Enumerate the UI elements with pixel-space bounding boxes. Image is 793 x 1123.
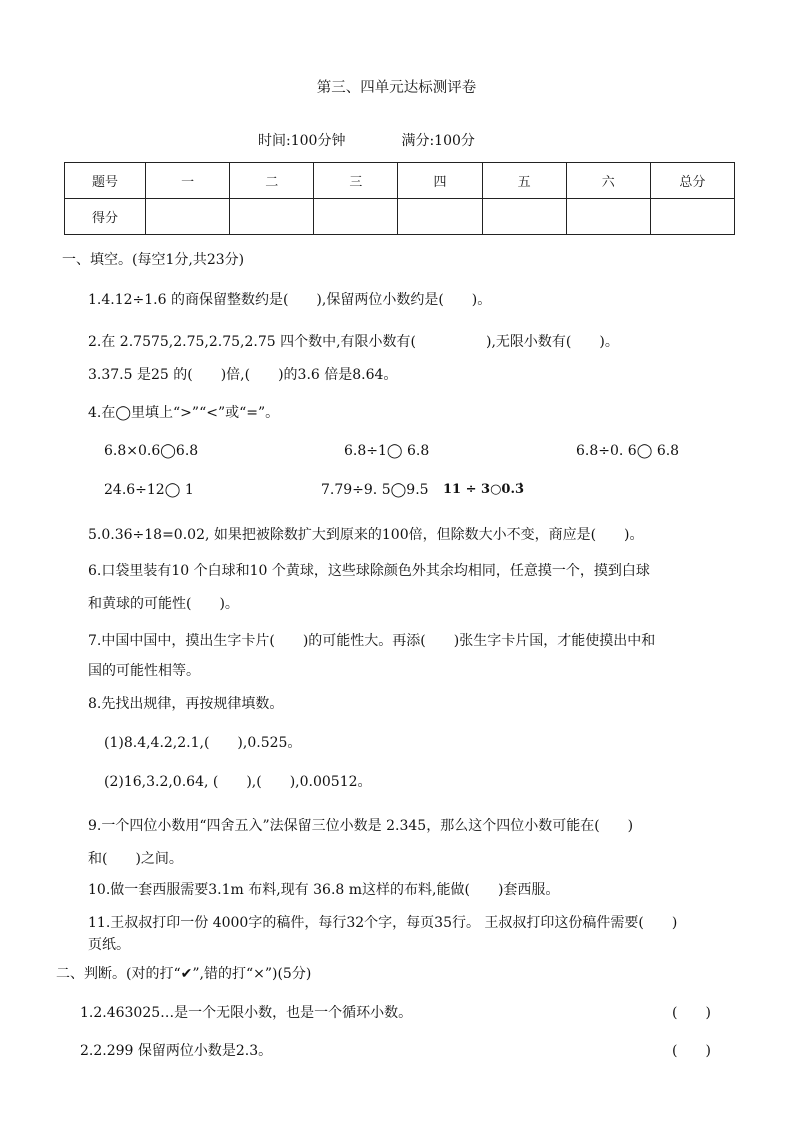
section-1-heading: 一、填空。(每空1分,共23分): [62, 252, 245, 268]
question-11-line-1: 11.王叔叔打印一份 4000字的稿件，每行32个字，每页35行。 王叔叔打印这份稿件需要( ): [88, 915, 678, 931]
exam-meta: [258, 130, 475, 150]
question-1: 1.4.12÷1.6 的商保留整数约是( ),保留两位小数约是( )。: [88, 292, 492, 308]
score-cell[interactable]: [314, 199, 398, 235]
header-cell: 一: [146, 163, 230, 199]
question-6-line-1: 6.口袋里装有10 个白球和10 个黄球，这些球除颜色外其余均相同，任意摸一个，摸到白球: [88, 563, 650, 579]
question-8: 8.先找出规律，再按规律填数。: [88, 696, 284, 712]
question-9-line-2: 和( )之间。: [88, 851, 183, 867]
score-table: [64, 162, 735, 235]
question-11-line-2: 页纸。: [88, 937, 130, 953]
score-cell[interactable]: [146, 199, 230, 235]
score-table-score-row: [65, 199, 735, 235]
header-cell: 三: [314, 163, 398, 199]
question-7-line-2: 国的可能性相等。: [88, 663, 200, 679]
question-8-part-2: (2)16,3.2,0.64, ( ),( ),0.00512。: [104, 774, 372, 790]
answer-parentheses[interactable]: ( ): [672, 1005, 711, 1021]
question-6-line-2: 和黄球的可能性( )。: [88, 596, 239, 612]
time-limit: 时间:100分钟: [258, 133, 346, 149]
question-5: 5.0.36÷18=0.02, 如果把被除数扩大到原来的100倍，但除数大小不变，商应是( )。: [88, 527, 644, 543]
compare-item: 6.8÷1◯ 6.8: [344, 443, 430, 459]
question-9-line-1: 9.一个四位小数用“四舍五入”法保留三位小数是 2.345，那么这个四位小数可能在( ): [88, 818, 634, 834]
header-cell: 四: [398, 163, 482, 199]
question-4: 4.在◯里填上“>”“<”或“=”。: [88, 405, 280, 421]
question-3: 3.37.5 是25 的( )倍,( )的3.6 倍是8.64。: [88, 367, 398, 383]
question-7-line-1: 7.中国中国中，摸出生字卡片( )的可能性大。再添( )张生字卡片国，才能使摸出中和: [88, 633, 656, 649]
section-2-heading: 二、判断。(对的打“✔”,错的打“×”)(5分): [56, 966, 312, 982]
question-10: 10.做一套西服需要3.1m 布料,现有 36.8 m这样的布料,能做( )套西服。: [88, 882, 560, 898]
compare-item: 7.79÷9. 5◯9.5: [321, 482, 429, 498]
compare-item: 24.6÷12◯ 1: [104, 482, 194, 498]
judge-item-2: 2.2.299 保留两位小数是2.3。: [80, 1043, 273, 1059]
header-cell: 五: [482, 163, 566, 199]
score-cell[interactable]: [566, 199, 650, 235]
header-cell: 题号: [65, 163, 146, 199]
score-table-header-row: [65, 163, 735, 199]
score-cell[interactable]: [650, 199, 734, 235]
question-8-part-1: (1)8.4,4.2,2.1,( ),0.525。: [104, 735, 302, 751]
compare-item: 6.8÷0. 6◯ 6.8: [576, 443, 680, 459]
score-row-label: 得分: [65, 199, 146, 235]
score-cell[interactable]: [230, 199, 314, 235]
answer-parentheses[interactable]: ( ): [672, 1043, 711, 1059]
compare-item: 11 ÷ 3○0.3̇: [443, 482, 525, 497]
header-cell: 总分: [650, 163, 734, 199]
page-title: 第三、四单元达标测评卷: [316, 80, 477, 96]
header-cell: 二: [230, 163, 314, 199]
judge-item-1: 1.2.463025…是一个无限小数，也是一个循环小数。: [80, 1005, 413, 1021]
full-score: 满分:100分: [401, 133, 475, 149]
score-cell[interactable]: [482, 199, 566, 235]
score-cell[interactable]: [398, 199, 482, 235]
header-cell: 六: [566, 163, 650, 199]
question-2: 2.在 2.7575,2.75,2.75,2.75 四个数中,有限小数有( ),无限小数有( )。: [88, 334, 619, 350]
compare-item: 6.8×0.6◯6.8: [104, 443, 199, 459]
